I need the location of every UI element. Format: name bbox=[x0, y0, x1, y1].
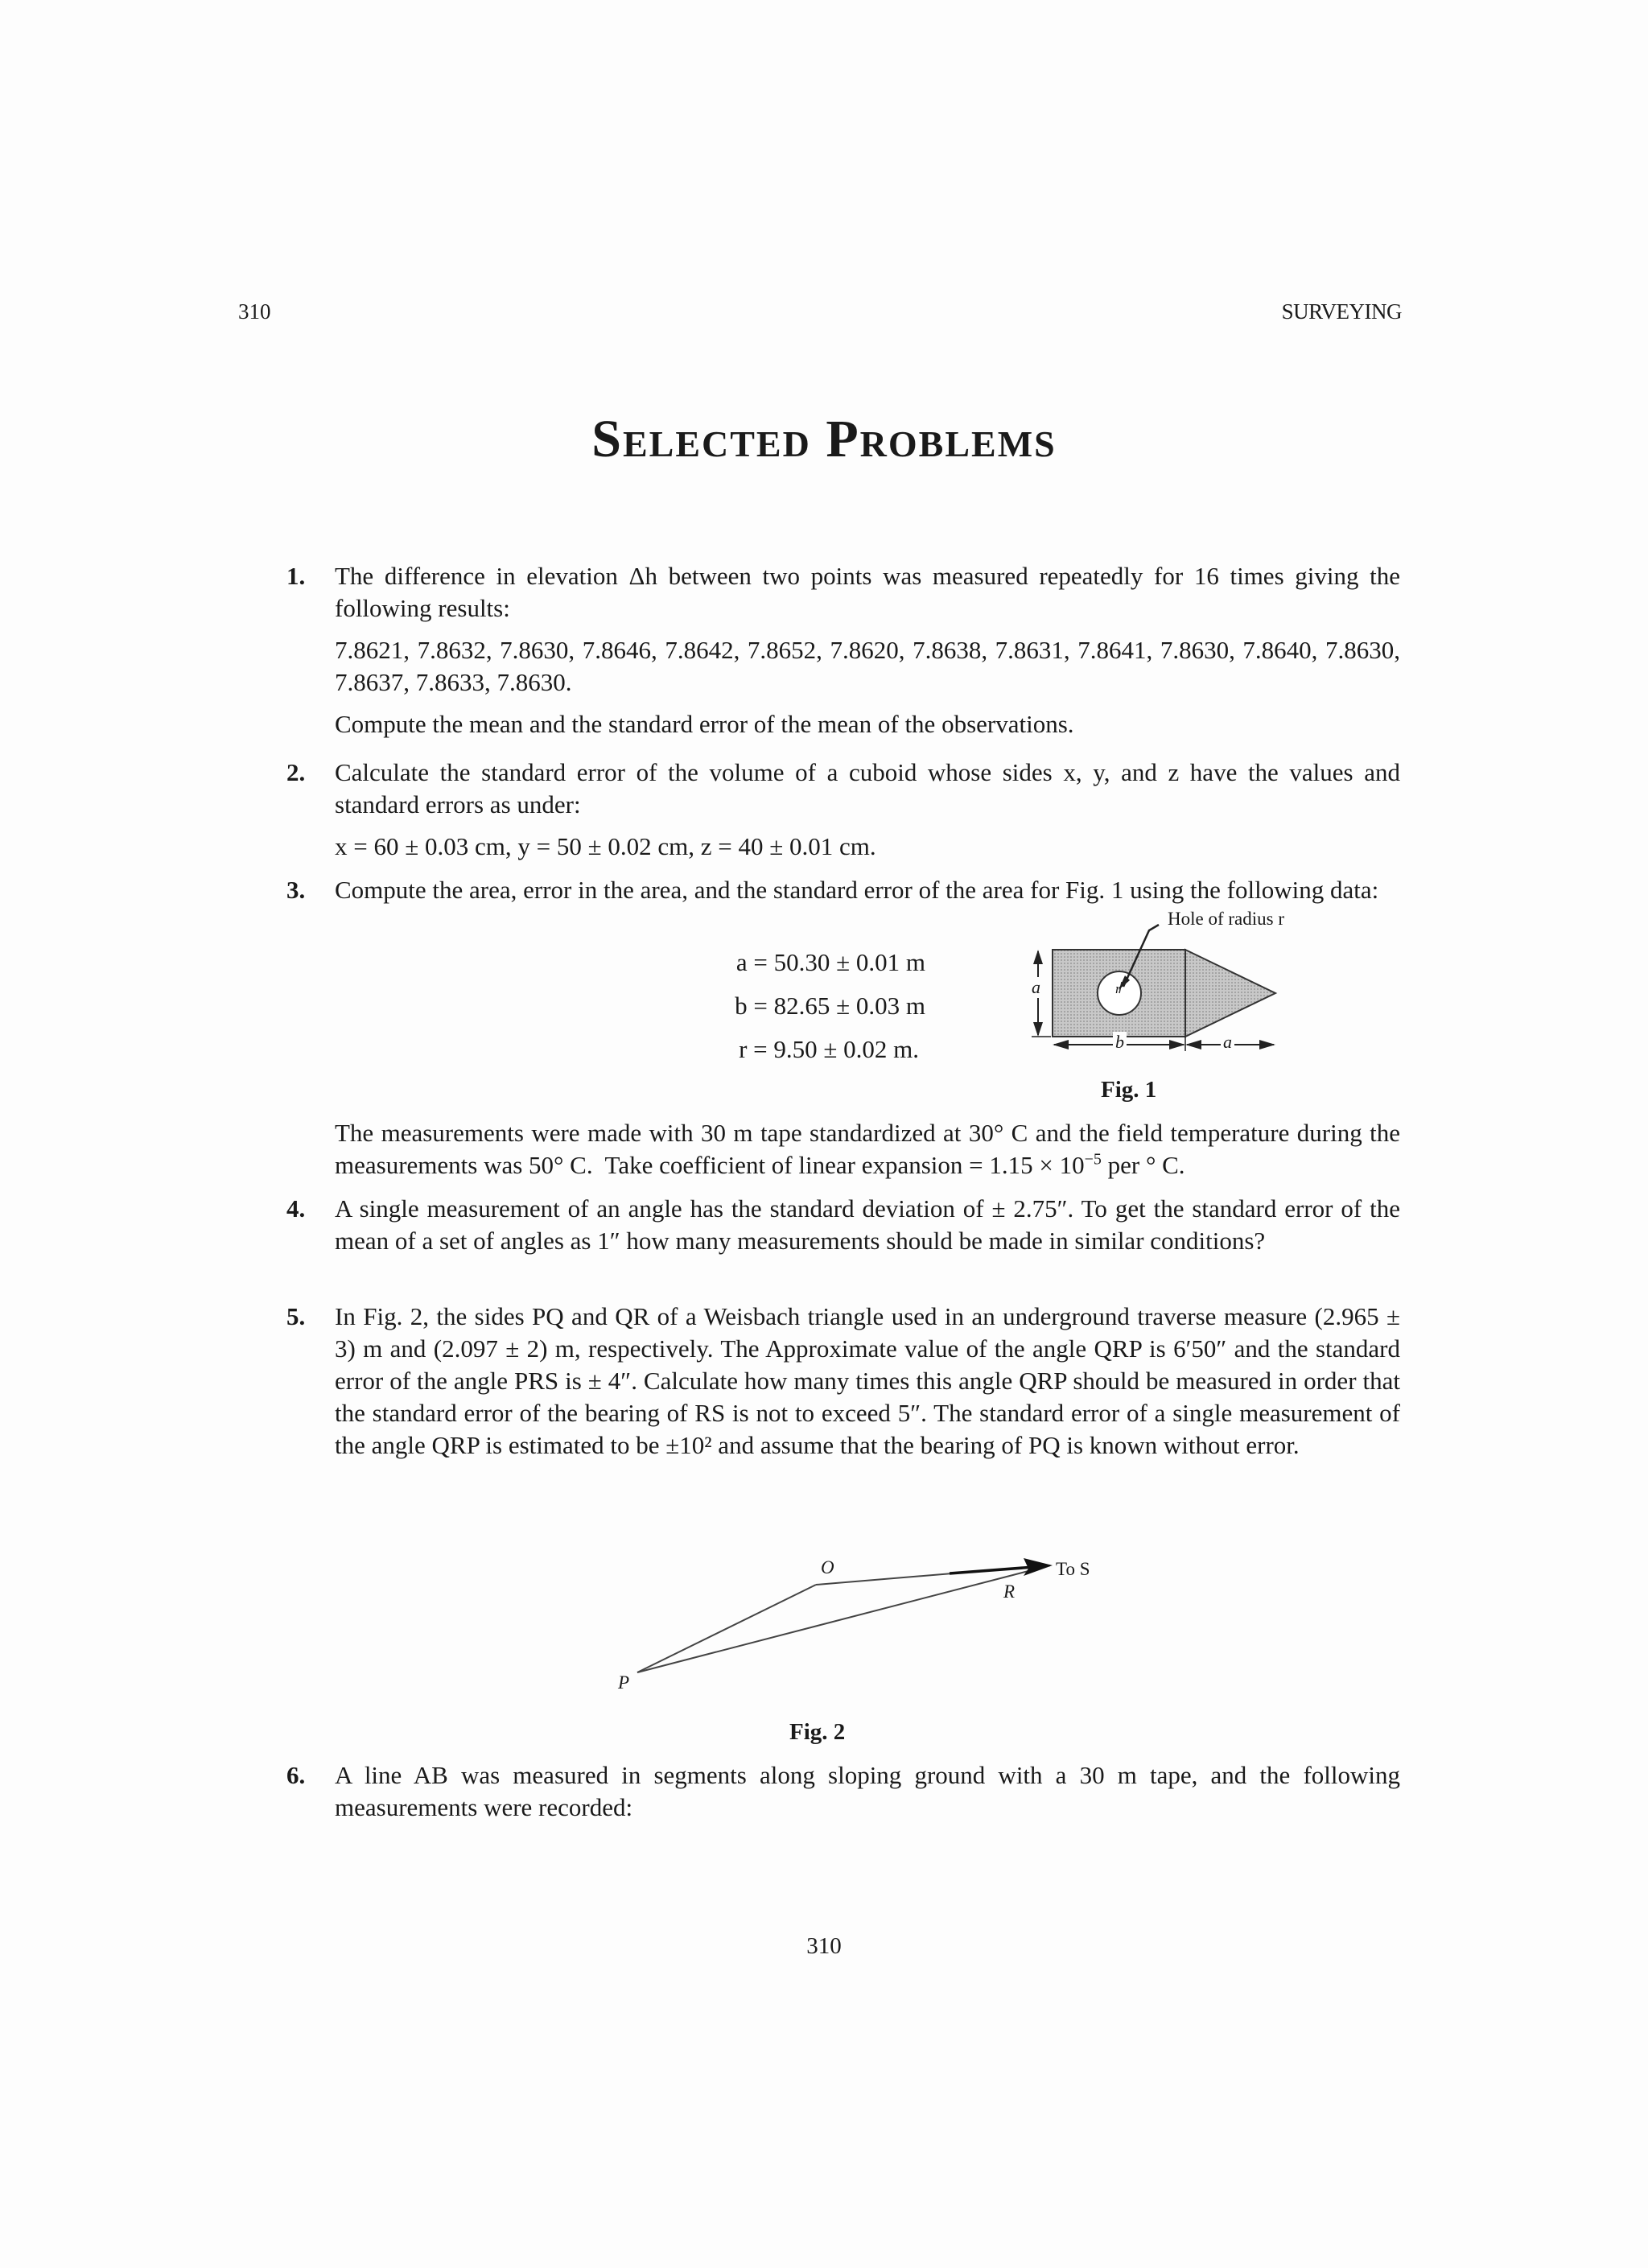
problem-text: In Fig. 2, the sides PQ and QR of a Weisbach triangle used in an underground traverse measure (2.965 ± 3) m and (2.097 ± 2) m, respectively. The Approximate value of the angle QRP is 6′50″ and the standard error of the angle PRS is ± 4″. Calculate how many times this angle QRP should be measured in order that the standard error of the bearing of RS is not to exceed 5″. The standard error of a single measurement of the angle QRP is estimated to be ±10² and assume that the bearing of PQ is known without error. bbox=[335, 1302, 1400, 1459]
figure-1-hole-label: Hole of radius r bbox=[1165, 909, 1287, 930]
problem-number: 1. bbox=[286, 562, 306, 590]
figure-2-line-PO bbox=[637, 1585, 816, 1672]
figure-1-caption: Fig. 1 bbox=[1101, 1077, 1157, 1103]
problem-5 bbox=[288, 1301, 1400, 1462]
figure-2-line-PS bbox=[637, 1565, 1050, 1672]
figure-2-label-O: O bbox=[821, 1557, 834, 1577]
page-title: Selected Problems bbox=[591, 410, 1057, 468]
problem-text: The difference in elevation Δh between two points was measured repeatedly for 16 times giving the following results: bbox=[335, 562, 1400, 622]
header-page-number: 310 bbox=[238, 299, 271, 324]
problem-1 bbox=[288, 560, 1400, 740]
figure-1-label-a-vertical: a bbox=[1032, 977, 1040, 997]
figure-1-triangle bbox=[1185, 950, 1275, 1037]
figure-1-label-r: r bbox=[1115, 981, 1121, 996]
problem-4 bbox=[288, 1193, 1400, 1257]
equation-b: b = 82.65 ± 0.03 m bbox=[735, 992, 925, 1020]
problem-number: 2. bbox=[286, 758, 306, 786]
problem-data: 7.8621, 7.8632, 7.8630, 7.8646, 7.8642, 7.8652, 7.8620, 7.8638, 7.8631, 7.8641, 7.8630, 7.8640, 7.8630, 7.8637, 7.8633, 7.8630. bbox=[335, 636, 1400, 696]
problem-number: 3. bbox=[286, 876, 306, 904]
figure-1-diagram bbox=[1022, 908, 1312, 1069]
problem-task: Compute the mean and the standard error of the mean of the observations. bbox=[335, 710, 1074, 738]
figure-2-label-to-S: To S bbox=[1056, 1559, 1090, 1579]
equation-a: a = 50.30 ± 0.01 m bbox=[735, 948, 925, 976]
figure-2-caption: Fig. 2 bbox=[789, 1719, 846, 1745]
problem-text: Calculate the standard error of the volume of a cuboid whose sides x, y, and z have the values and standard errors as under: bbox=[335, 758, 1400, 819]
problem-6 bbox=[288, 1759, 1400, 1824]
problem-note: The measurements were made with 30 m tape standardized at 30° C and the field temperature during the measurements was 50° C. Take coefficient of linear expansion = $1.15 \times 10^{-5}$ per ° C. bbox=[335, 1119, 1400, 1179]
equation-r: r = 9.50 ± 0.02 m. bbox=[739, 1035, 919, 1063]
problem-2 bbox=[288, 757, 1400, 863]
problem-text: Compute the area, error in the area, and the standard error of the area for Fig. 1 using the following data: bbox=[335, 876, 1379, 904]
problem-text: A line AB was measured in segments along sloping ground with a 30 m tape, and the following measurements were recorded: bbox=[335, 1761, 1400, 1821]
arrow-icon bbox=[1024, 1558, 1053, 1576]
problem-3 bbox=[288, 874, 1400, 906]
header-running-title: SURVEYING bbox=[1281, 299, 1402, 324]
problem-text: A single measurement of an angle has the standard deviation of ± 2.75″. To get the standard error of the mean of a set of angles as 1″ how many measurements should be made in similar conditions? bbox=[335, 1194, 1400, 1255]
problem-number: 5. bbox=[286, 1302, 306, 1330]
problem-number: 4. bbox=[286, 1194, 306, 1223]
footer-page-number: 310 bbox=[806, 1933, 842, 1959]
figure-2-label-P: P bbox=[618, 1672, 630, 1693]
problem-number: 6. bbox=[286, 1761, 306, 1789]
figure-2-diagram bbox=[612, 1545, 1110, 1706]
figure-1-label-a-horizontal: a bbox=[1221, 1032, 1234, 1053]
figure-1-label-b: b bbox=[1113, 1032, 1127, 1053]
figure-2-label-R: R bbox=[1003, 1581, 1016, 1602]
problem-data: x = 60 ± 0.03 cm, y = 50 ± 0.02 cm, z = 40 ± 0.01 cm. bbox=[335, 832, 876, 860]
problem-3-note bbox=[288, 1117, 1400, 1181]
